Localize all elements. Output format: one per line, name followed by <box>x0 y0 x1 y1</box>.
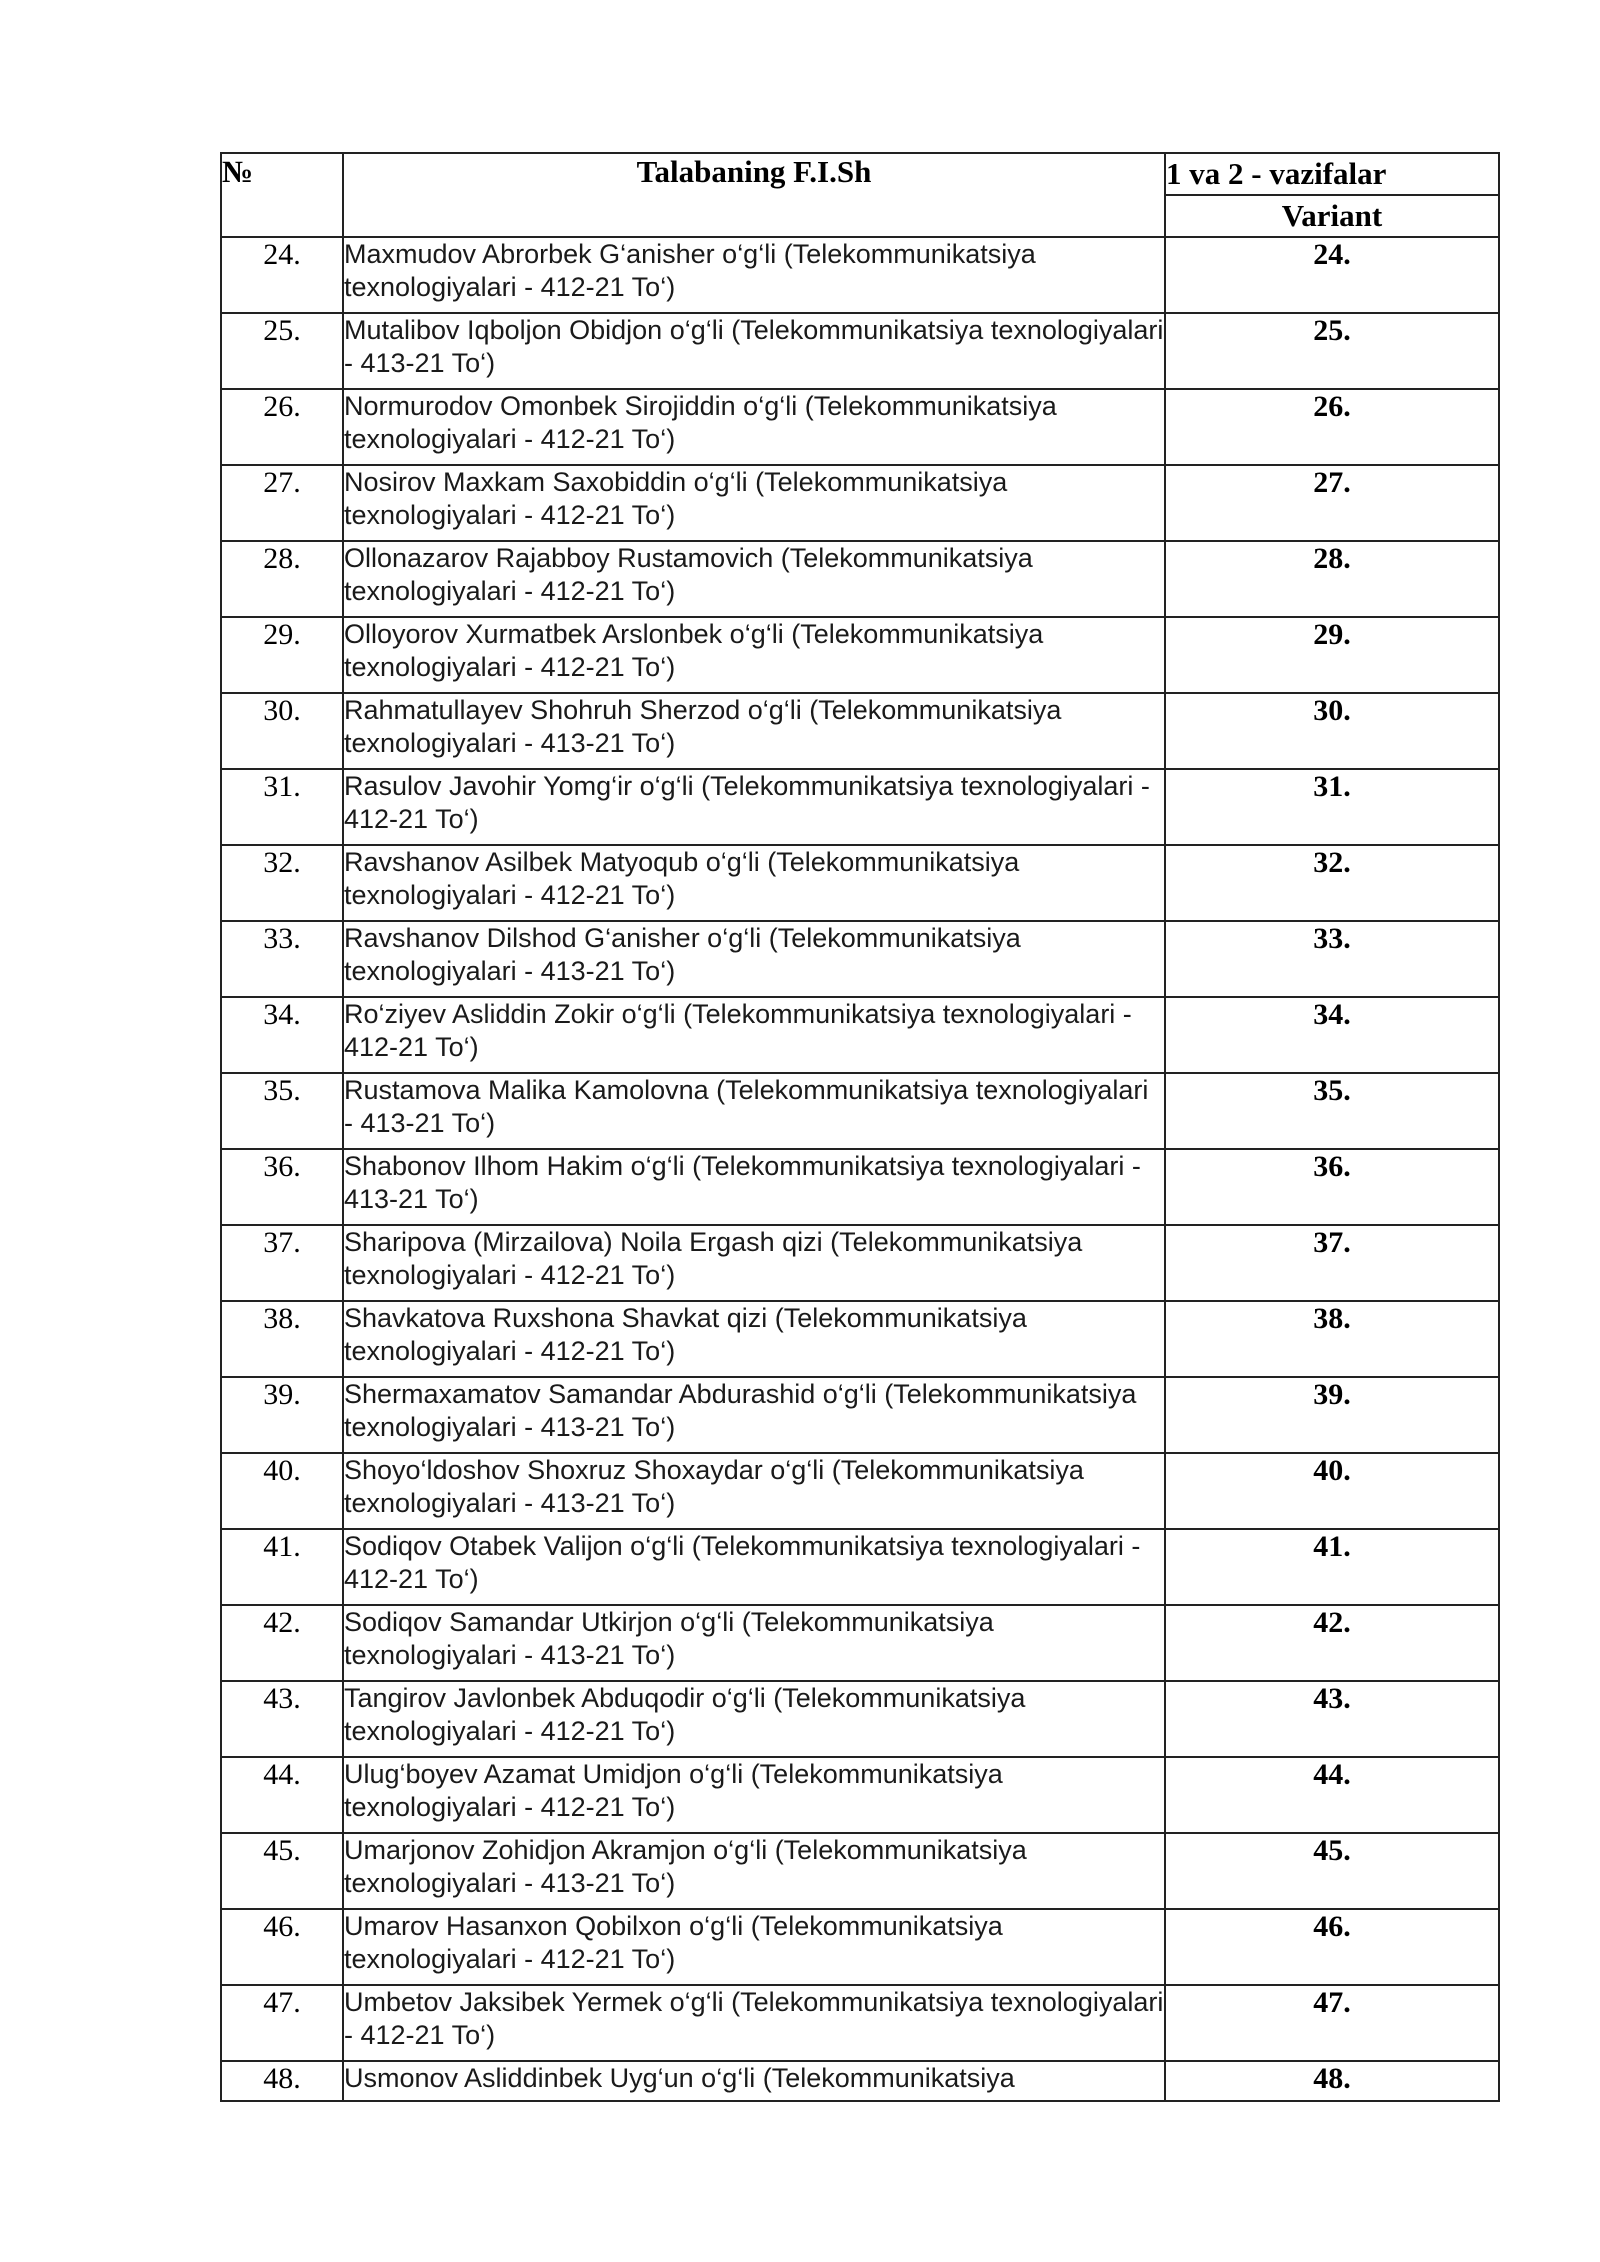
variant-number: 24. <box>1165 237 1499 313</box>
row-number: 42. <box>221 1605 343 1681</box>
variant-number: 38. <box>1165 1301 1499 1377</box>
variant-number: 33. <box>1165 921 1499 997</box>
table-row <box>221 1985 1499 2061</box>
table-row <box>221 1149 1499 1225</box>
table-row <box>221 1225 1499 1301</box>
student-variant-table <box>220 152 1500 2102</box>
student-name: Shabonov Ilhom Hakim o‘g‘li (Telekommunikatsiya texnologiyalari - 413-21 To‘) <box>343 1149 1165 1225</box>
student-name: Normurodov Omonbek Sirojiddin o‘g‘li (Telekommunikatsiya texnologiyalari - 412-21 To‘) <box>343 389 1165 465</box>
table-row <box>221 1909 1499 1985</box>
student-name: Olloyorov Xurmatbek Arslonbek o‘g‘li (Telekommunikatsiya texnologiyalari - 412-21 To‘) <box>343 617 1165 693</box>
row-number: 36. <box>221 1149 343 1225</box>
student-name: Mutalibov Iqboljon Obidjon o‘g‘li (Telekommunikatsiya texnologiyalari - 413-21 To‘) <box>343 313 1165 389</box>
variant-number: 42. <box>1165 1605 1499 1681</box>
table-row <box>221 1377 1499 1453</box>
student-name: Umarjonov Zohidjon Akramjon o‘g‘li (Telekommunikatsiya texnologiyalari - 413-21 To‘) <box>343 1833 1165 1909</box>
row-number: 41. <box>221 1529 343 1605</box>
student-name: Ulug‘boyev Azamat Umidjon o‘g‘li (Telekommunikatsiya texnologiyalari - 412-21 To‘) <box>343 1757 1165 1833</box>
table-row <box>221 1681 1499 1757</box>
student-name: Sodiqov Samandar Utkirjon o‘g‘li (Telekommunikatsiya texnologiyalari - 413-21 To‘) <box>343 1605 1165 1681</box>
header-student-name: Talabaning F.I.Sh <box>343 153 1165 237</box>
student-name: Maxmudov Abrorbek G‘anisher o‘g‘li (Telekommunikatsiya texnologiyalari - 412-21 To‘) <box>343 237 1165 313</box>
table-row <box>221 693 1499 769</box>
student-name: Ravshanov Dilshod G‘anisher o‘g‘li (Telekommunikatsiya texnologiyalari - 413-21 To‘) <box>343 921 1165 997</box>
student-name: Ollonazarov Rajabboy Rustamovich (Telekommunikatsiya texnologiyalari - 412-21 To‘) <box>343 541 1165 617</box>
variant-number: 40. <box>1165 1453 1499 1529</box>
student-name: Shoyo‘ldoshov Shoxruz Shoxaydar o‘g‘li (Telekommunikatsiya texnologiyalari - 413-21 To‘) <box>343 1453 1165 1529</box>
row-number: 38. <box>221 1301 343 1377</box>
student-name: Tangirov Javlonbek Abduqodir o‘g‘li (Telekommunikatsiya texnologiyalari - 412-21 To‘) <box>343 1681 1165 1757</box>
header-tasks: 1 va 2 - vazifalar <box>1165 153 1499 195</box>
header-variant: Variant <box>1165 195 1499 237</box>
table-row <box>221 617 1499 693</box>
row-number: 31. <box>221 769 343 845</box>
variant-number: 27. <box>1165 465 1499 541</box>
student-name: Nosirov Maxkam Saxobiddin o‘g‘li (Telekommunikatsiya texnologiyalari - 412-21 To‘) <box>343 465 1165 541</box>
variant-number: 44. <box>1165 1757 1499 1833</box>
table-row <box>221 1757 1499 1833</box>
row-number: 25. <box>221 313 343 389</box>
row-number: 35. <box>221 1073 343 1149</box>
table-row <box>221 1529 1499 1605</box>
student-name: Umarov Hasanxon Qobilxon o‘g‘li (Telekommunikatsiya texnologiyalari - 412-21 To‘) <box>343 1909 1165 1985</box>
student-name: Rasulov Javohir Yomg‘ir o‘g‘li (Telekommunikatsiya texnologiyalari - 412-21 To‘) <box>343 769 1165 845</box>
row-number: 24. <box>221 237 343 313</box>
row-number: 34. <box>221 997 343 1073</box>
table-row <box>221 845 1499 921</box>
variant-number: 29. <box>1165 617 1499 693</box>
variant-number: 32. <box>1165 845 1499 921</box>
table-row <box>221 389 1499 465</box>
variant-number: 39. <box>1165 1377 1499 1453</box>
student-name: Umbetov Jaksibek Yermek o‘g‘li (Telekommunikatsiya texnologiyalari - 412-21 To‘) <box>343 1985 1165 2061</box>
variant-number: 46. <box>1165 1909 1499 1985</box>
table-row <box>221 541 1499 617</box>
student-name: Rustamova Malika Kamolovna (Telekommunikatsiya texnologiyalari - 413-21 To‘) <box>343 1073 1165 1149</box>
variant-number: 48. <box>1165 2061 1499 2101</box>
variant-number: 34. <box>1165 997 1499 1073</box>
table-row <box>221 1833 1499 1909</box>
row-number: 27. <box>221 465 343 541</box>
row-number: 28. <box>221 541 343 617</box>
variant-number: 35. <box>1165 1073 1499 1149</box>
row-number: 30. <box>221 693 343 769</box>
table-row <box>221 237 1499 313</box>
student-name: Shavkatova Ruxshona Shavkat qizi (Telekommunikatsiya texnologiyalari - 412-21 To‘) <box>343 1301 1165 1377</box>
variant-number: 25. <box>1165 313 1499 389</box>
student-name: Shermaxamatov Samandar Abdurashid o‘g‘li (Telekommunikatsiya texnologiyalari - 413-21 To‘) <box>343 1377 1165 1453</box>
row-number: 37. <box>221 1225 343 1301</box>
variant-number: 31. <box>1165 769 1499 845</box>
table-row <box>221 313 1499 389</box>
student-name: Sharipova (Mirzailova) Noila Ergash qizi (Telekommunikatsiya texnologiyalari - 412-21 To‘) <box>343 1225 1165 1301</box>
row-number: 43. <box>221 1681 343 1757</box>
table-row <box>221 769 1499 845</box>
row-number: 39. <box>221 1377 343 1453</box>
table-row <box>221 2061 1499 2101</box>
row-number: 47. <box>221 1985 343 2061</box>
row-number: 44. <box>221 1757 343 1833</box>
row-number: 40. <box>221 1453 343 1529</box>
student-name: Ro‘ziyev Asliddin Zokir o‘g‘li (Telekommunikatsiya texnologiyalari - 412-21 To‘) <box>343 997 1165 1073</box>
variant-number: 43. <box>1165 1681 1499 1757</box>
table-body <box>221 237 1499 2101</box>
table-row <box>221 1605 1499 1681</box>
table-row <box>221 1073 1499 1149</box>
variant-number: 28. <box>1165 541 1499 617</box>
variant-number: 41. <box>1165 1529 1499 1605</box>
variant-number: 45. <box>1165 1833 1499 1909</box>
student-name: Usmonov Asliddinbek Uyg‘un o‘g‘li (Telekommunikatsiya <box>343 2061 1165 2101</box>
table-row <box>221 921 1499 997</box>
table-row <box>221 1301 1499 1377</box>
student-name: Ravshanov Asilbek Matyoqub o‘g‘li (Telekommunikatsiya texnologiyalari - 412-21 To‘) <box>343 845 1165 921</box>
row-number: 33. <box>221 921 343 997</box>
student-name: Rahmatullayev Shohruh Sherzod o‘g‘li (Telekommunikatsiya texnologiyalari - 413-21 To‘) <box>343 693 1165 769</box>
table-row <box>221 997 1499 1073</box>
variant-number: 37. <box>1165 1225 1499 1301</box>
header-number: № <box>221 153 343 237</box>
row-number: 29. <box>221 617 343 693</box>
row-number: 32. <box>221 845 343 921</box>
variant-number: 26. <box>1165 389 1499 465</box>
student-name: Sodiqov Otabek Valijon o‘g‘li (Telekommunikatsiya texnologiyalari - 412-21 To‘) <box>343 1529 1165 1605</box>
row-number: 46. <box>221 1909 343 1985</box>
variant-number: 47. <box>1165 1985 1499 2061</box>
table-row <box>221 465 1499 541</box>
table-row <box>221 1453 1499 1529</box>
row-number: 26. <box>221 389 343 465</box>
variant-number: 36. <box>1165 1149 1499 1225</box>
row-number: 48. <box>221 2061 343 2101</box>
variant-number: 30. <box>1165 693 1499 769</box>
row-number: 45. <box>221 1833 343 1909</box>
